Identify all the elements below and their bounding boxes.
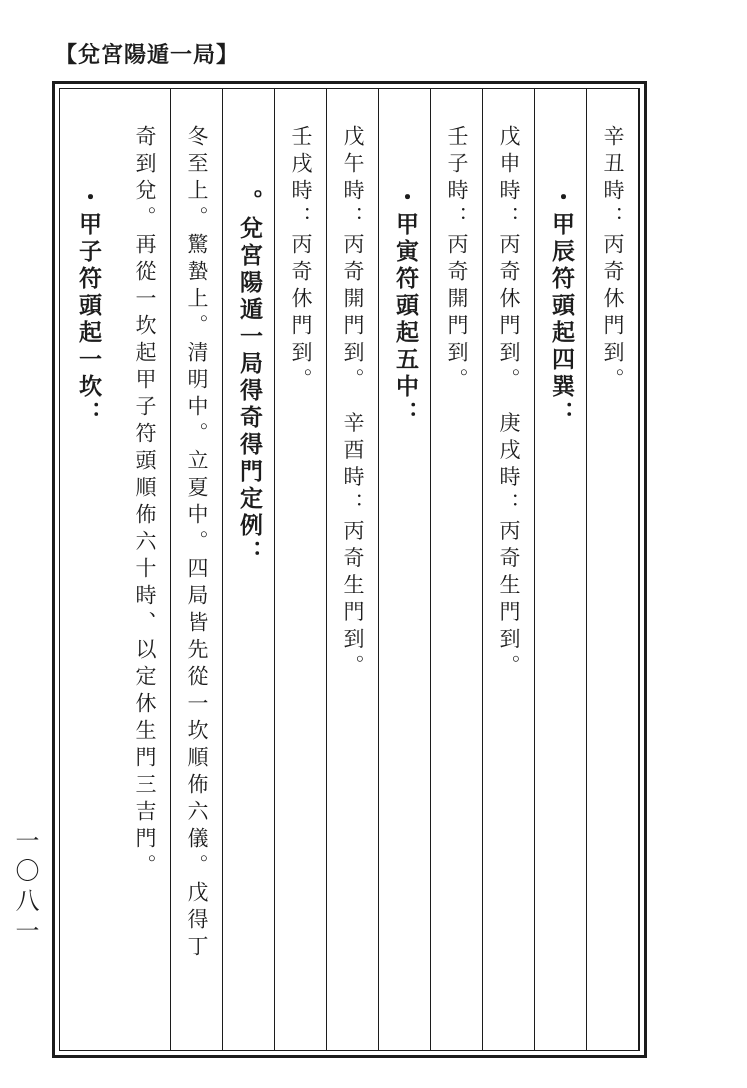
- column-11: [56, 89, 119, 1050]
- column-9: [171, 89, 223, 1050]
- section-title: 。兌宮陽遁一局得奇得門定例：: [236, 189, 262, 567]
- column-grid: [59, 88, 640, 1051]
- column-text: 冬至上。驚蟄上。清明中。立夏中。四局皆先從一坎順佈六儀。戊得丁: [185, 125, 209, 962]
- column-10: [119, 89, 171, 1050]
- page-number: 一〇八一: [11, 828, 39, 948]
- column-text: 辛丑時：丙奇休門到。: [601, 125, 625, 395]
- column-5: [379, 89, 431, 1050]
- column-4: [431, 89, 483, 1050]
- page-header: 【兌宮陽遁一局】: [55, 43, 240, 68]
- section-heading: ・甲子符頭起一坎：: [75, 185, 101, 428]
- column-text: 壬戌時：丙奇休門到。: [289, 125, 313, 395]
- section-heading: ・甲寅符頭起五中：: [392, 185, 418, 428]
- column-text: 戊午時：丙奇開門到。 辛酉時：丙奇生門到。: [341, 125, 365, 682]
- column-7: [275, 89, 327, 1050]
- column-3: [483, 89, 535, 1050]
- text-frame: [52, 81, 647, 1058]
- column-6: [327, 89, 379, 1050]
- column-2: [535, 89, 587, 1050]
- column-8: [223, 89, 275, 1050]
- column-1: [587, 89, 639, 1050]
- column-text: 奇到兌。再從一坎起甲子符頭順佈六十時、以定休生門三吉門。: [133, 125, 157, 881]
- column-text: 戊申時：丙奇休門到。 庚戌時：丙奇生門到。: [497, 125, 521, 682]
- section-heading: ・甲辰符頭起四巽：: [548, 185, 574, 428]
- column-text: 壬子時：丙奇開門到。: [445, 125, 469, 395]
